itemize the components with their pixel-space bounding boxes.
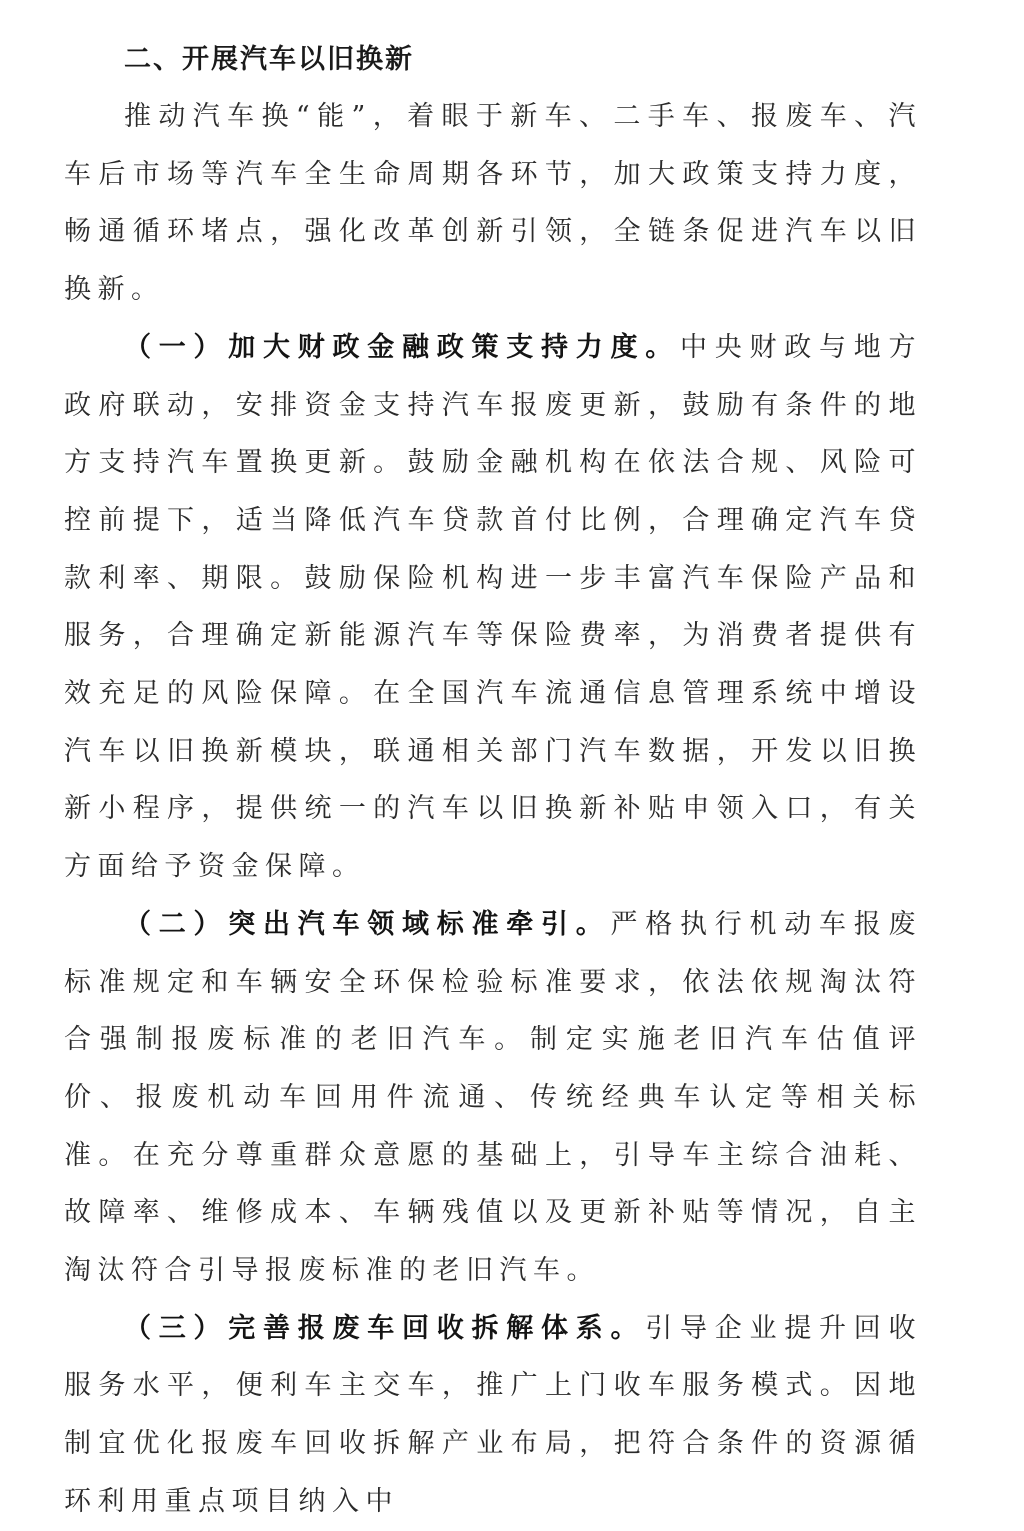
paragraph-lead: （二）突出汽车领域标准牵引。 xyxy=(124,908,611,940)
section-heading: 二、开展汽车以旧换新 xyxy=(124,44,414,75)
paragraph-recycling xyxy=(64,1300,922,1531)
intro-paragraph xyxy=(64,88,922,319)
paragraph-text: 推动汽车换“能”，着眼于新车、二手车、报废车、汽车后市场等汽车全生命周期各环节，加大政策支持力度，畅通循环堵点，强化改革创新引领，全链条促进汽车以旧换新。 xyxy=(64,101,922,306)
paragraph-text: 严格执行机动车报废标准规定和车辆安全环保检验标准要求，依法依规淘汰符合强制报废标准的老旧汽车。制定实施老旧汽车估值评价、报废机动车回用件流通、传统经典车认定等相关标准。在充分尊重群众意愿的基础上，引导车主综合油耗、故障率、维修成本、车辆残值以及更新补贴等情况，自主淘汰符合引导报废标准的老旧汽车。 xyxy=(64,908,922,1287)
paragraph-standards xyxy=(64,896,922,1300)
paragraph-lead: （一）加大财政金融政策支持力度。 xyxy=(124,331,680,363)
paragraph-fiscal-finance xyxy=(64,319,922,896)
paragraph-lead: （三）完善报废车回收拆解体系。 xyxy=(124,1312,646,1344)
paragraph-text: 中央财政与地方政府联动，安排资金支持汽车报废更新，鼓励有条件的地方支持汽车置换更新。鼓励金融机构在依法合规、风险可控前提下，适当降低汽车贷款首付比例，合理确定汽车贷款利率、期限。鼓励保险机构进一步丰富汽车保险产品和服务，合理确定新能源汽车等保险费率，为消费者提供有效充足的风险保障。在全国汽车流通信息管理系统中增设汽车以旧换新模块，联通相关部门汽车数据，开发以旧换新小程序，提供统一的汽车以旧换新补贴申领入口，有关方面给予资金保障。 xyxy=(64,331,922,883)
paragraph-text: 引导企业提升回收服务水平，便利车主交车，推广上门收车服务模式。因地制宜优化报废车回收拆解产业布局，把符合条件的资源循环利用重点项目纳入中 xyxy=(64,1312,922,1517)
